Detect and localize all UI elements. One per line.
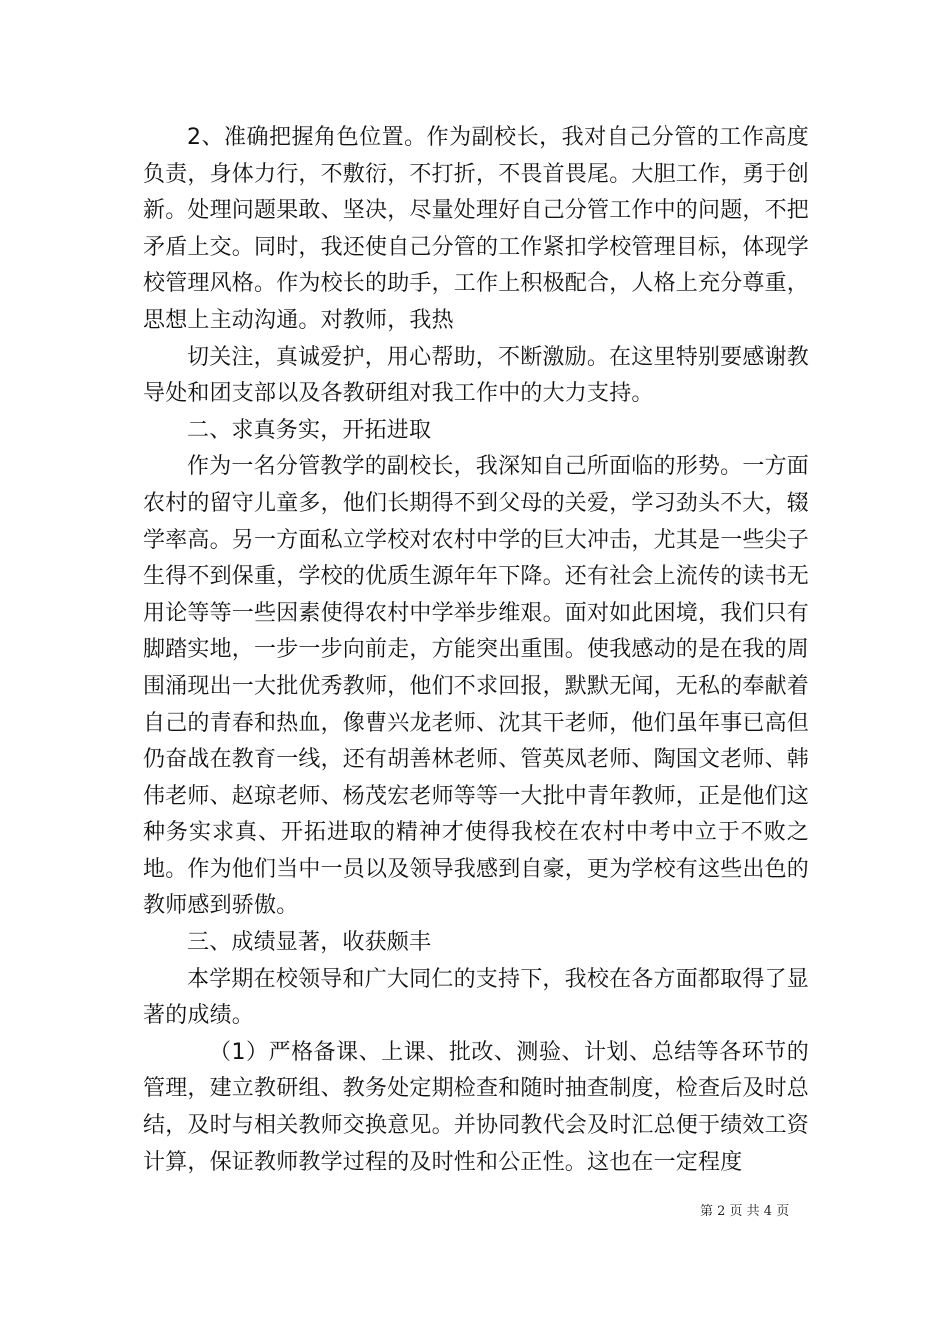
section-heading-three: 三、成绩显著，收获颇丰 xyxy=(187,930,432,956)
paragraph-achievements-intro: 本学期在校领导和广大同仁的支持下，我校在各方面都取得了显著的成绩。 xyxy=(143,966,809,1029)
section-heading-two: 二、求真务实，开拓进取 xyxy=(187,417,432,443)
paragraph-care-continuation: 切关注，真诚爱护，用心帮助，不断激励。在这里特别要感谢教导处和团支部以及各教研组对我工作中的大力支持。 xyxy=(143,344,809,407)
document-body xyxy=(143,120,809,1181)
page-number-label: 第 2 页 共 4 页 xyxy=(700,1204,790,1219)
paragraph-item-one: （1）严格备课、上课、批改、测验、计划、总结等各环节的管理，建立教研组、教务处定期检查和随时抽查制度，检查后及时总结，及时与相关教师交换意见。并协同教代会及时汇总便于绩效工资计算，保证教师教学过程的及时性和公正性。这也在一定程度 xyxy=(143,1039,810,1175)
paragraph-role-position: 2、准确把握角色位置。作为副校长，我对自己分管的工作高度负责，身体力行，不敷衍，不打折，不畏首畏尾。大胆工作，勇于创新。处理问题果敢、坚决，尽量处理好自己分管工作中的问题，不把矛盾上交。同时，我还使自己分管的工作紧扣学校管理目标，体现学校管理风格。作为校长的助手，工作上积极配合，人格上充分尊重，思想上主动沟通。对教师，我热 xyxy=(143,125,810,333)
page-number-footer xyxy=(700,1200,820,1219)
paragraph-situation: 作为一名分管教学的副校长，我深知自己所面临的形势。一方面农村的留守儿童多，他们长期得不到父母的关爱，学习劲头不大，辍学率高。另一方面私立学校对农村中学的巨大冲击，尤其是一些尖子生得不到保重，学校的优质生源年年下降。还有社会上流传的读书无用论等等一些因素使得农村中学举步维艰。面对如此困境，我们只有脚踏实地，一步一步向前走，方能突出重围。使我感动的是在我的周围涌现出一大批优秀教师，他们不求回报，默默无闻，无私的奉献着自己的青春和热血，像曹兴龙老师、沈其干老师，他们虽年事已高但仍奋战在教育一线，还有胡善林老师、管英凤老师、陶国文老师、韩伟老师、赵琼老师、杨茂宏老师等等一大批中青年教师，正是他们这种务实求真、开拓进取的精神才使得我校在农村中考中立于不败之地。作为他们当中一员以及领导我感到自豪，更为学校有这些出色的教师感到骄傲。 xyxy=(143,454,810,919)
